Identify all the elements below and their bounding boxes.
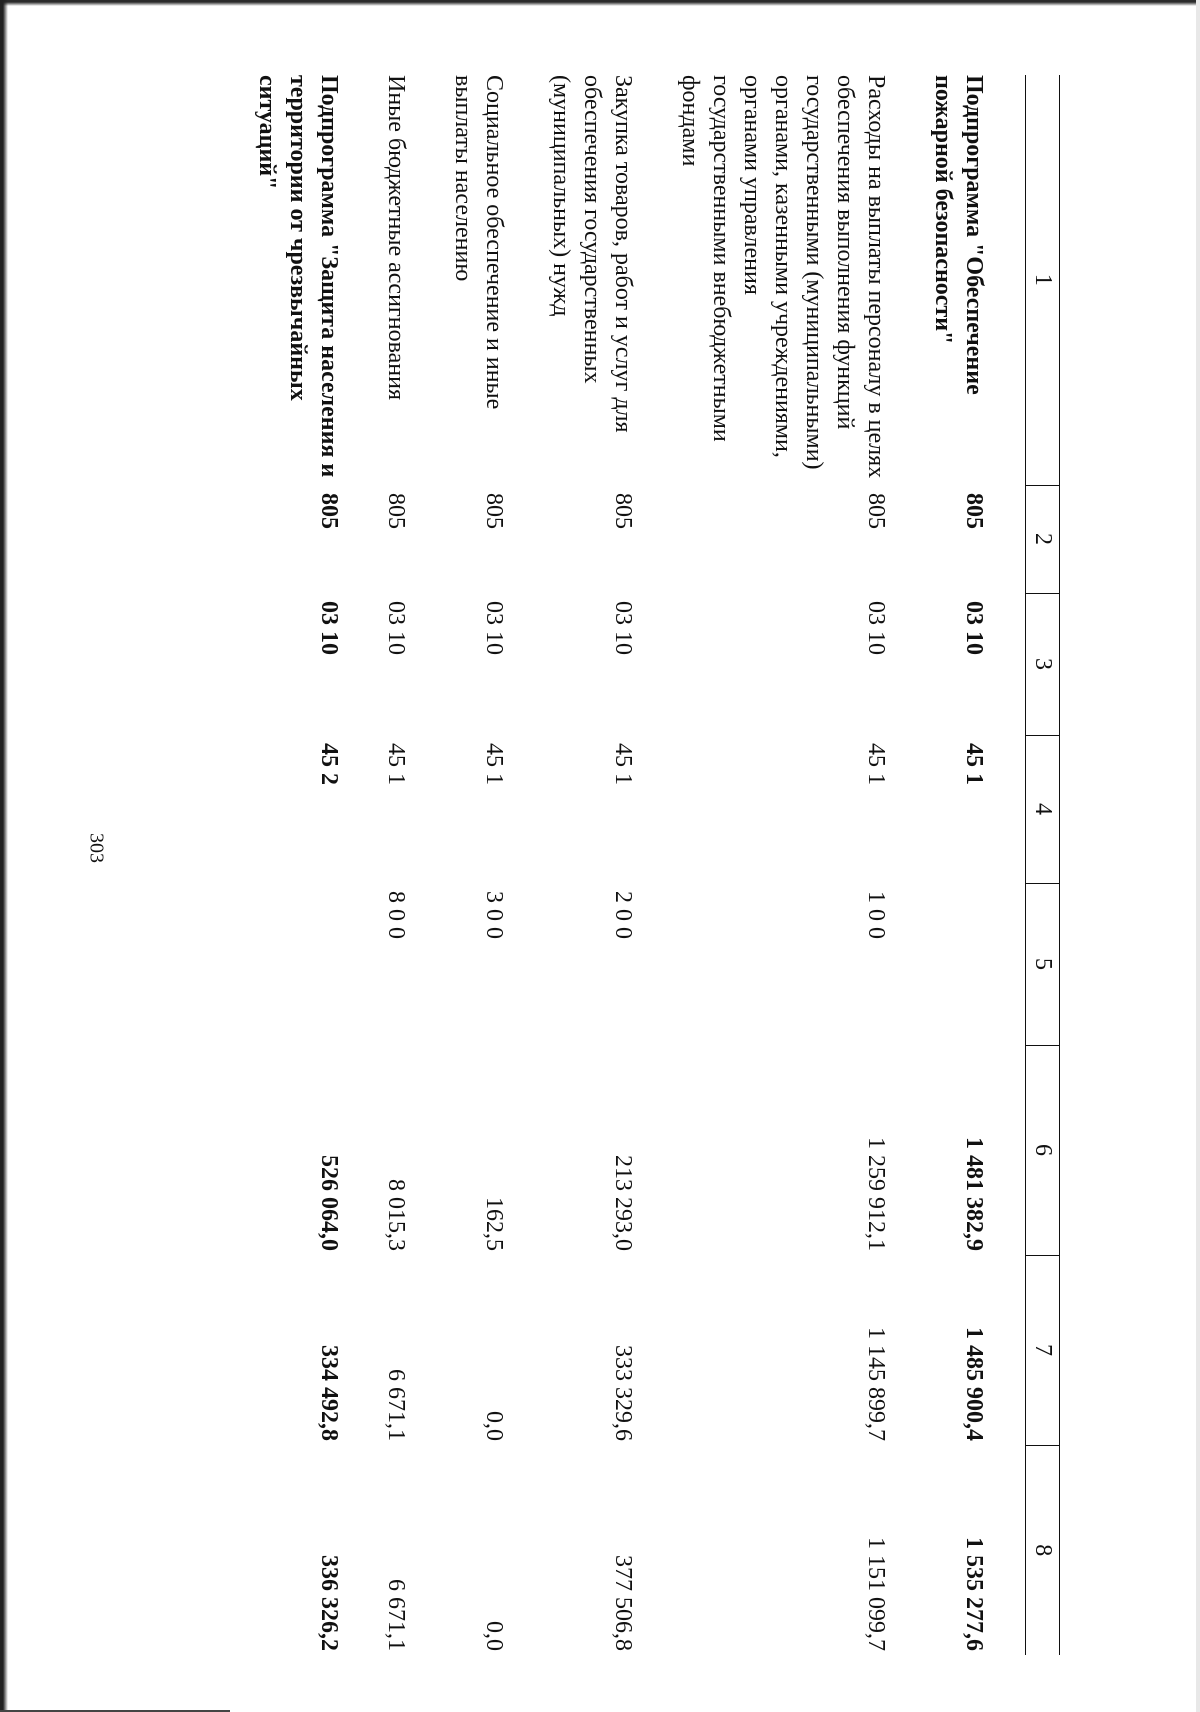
scan-edge-right: [1196, 0, 1200, 1712]
table-spacer: [989, 75, 1026, 1655]
header-col-8: 8: [1026, 1445, 1061, 1655]
row-section-code: 03 10: [383, 601, 409, 655]
scan-edge-left: [0, 0, 8, 1712]
row-expense-type-code: [251, 883, 344, 1045]
row-section-code: 03 10: [481, 601, 507, 655]
row-ministry-code: 805: [610, 493, 636, 529]
row-name: Подпрограмма "Обеспечение пожарной безопасности": [930, 75, 987, 395]
row-ministry-code: 805: [863, 493, 889, 529]
row-amount-col6: 213 293,0: [610, 1155, 636, 1251]
table-row: [509, 75, 638, 1655]
row-name: Иные бюджетные ассигнования: [383, 75, 409, 400]
row-amount-col7: 333 329,6: [610, 1345, 636, 1441]
row-target-code: 45 1: [383, 743, 409, 785]
header-col-1: 1: [1026, 75, 1061, 485]
row-name: Расходы на выплаты персоналу в целях обеспечения выполнения функций государственными (муниципальными) органами, казенными учреждениями, органами управления государственными внебюджетными фондами: [677, 75, 889, 479]
header-col-4: 4: [1026, 735, 1061, 883]
page-number: 303: [85, 833, 108, 863]
header-col-6: 6: [1026, 1045, 1061, 1255]
row-amount-col7: 334 492,8: [316, 1345, 342, 1441]
row-ministry-code: 805: [316, 493, 342, 529]
row-target-code: 45 1: [481, 743, 507, 785]
row-ministry-code: 805: [961, 493, 987, 529]
row-target-code: 45 1: [610, 743, 636, 785]
row-amount-col6: 1 259 912,1: [863, 1137, 889, 1251]
row-target-code: 45 1: [961, 743, 987, 785]
row-section-code: 03 10: [961, 601, 987, 655]
row-expense-type-code: 2 0 0: [610, 891, 636, 939]
header-col-7: 7: [1026, 1255, 1061, 1445]
row-target-code: 45 2: [316, 743, 342, 785]
table-row: [251, 75, 344, 1655]
row-amount-col8: 336 326,2: [316, 1555, 342, 1651]
row-section-code: 03 10: [863, 601, 889, 655]
row-amount-col7: 0,0: [481, 1411, 507, 1441]
row-amount-col6: 526 064,0: [316, 1155, 342, 1251]
row-ministry-code: 805: [481, 493, 507, 529]
row-amount-col6: 1 481 382,9: [961, 1137, 987, 1251]
row-expense-type-code: [891, 883, 989, 1045]
row-name: Закупка товаров, работ и услуг для обеспечения государственных (муниципальных) нужд: [548, 75, 636, 433]
table-header: [1026, 75, 1061, 1655]
row-expense-type-code: 8 0 0: [383, 891, 409, 939]
header-row: [1026, 75, 1061, 1655]
budget-table: [251, 75, 1060, 1655]
table-row: [638, 75, 891, 1655]
row-section-code: 03 10: [610, 601, 636, 655]
row-amount-col6: 162,5: [481, 1197, 507, 1251]
header-col-2: 2: [1026, 485, 1061, 593]
row-section-code: 03 10: [316, 601, 342, 655]
table-row: [411, 75, 509, 1655]
row-expense-type-code: 3 0 0: [481, 891, 507, 939]
header-col-3: 3: [1026, 593, 1061, 735]
row-amount-col8: 0,0: [481, 1621, 507, 1651]
row-amount-col7: 6 671,1: [383, 1369, 409, 1441]
budget-table-container: [140, 75, 1060, 1655]
table-top-rule: [1059, 75, 1060, 1655]
row-name: Социальное обеспечение и иные выплаты населению: [450, 75, 507, 410]
row-expense-type-code: 1 0 0: [863, 891, 889, 939]
table-row: [891, 75, 989, 1655]
header-col-5: 5: [1026, 883, 1061, 1045]
row-ministry-code: 805: [383, 493, 409, 529]
spacer-cell: [989, 75, 1026, 1655]
row-amount-col8: 377 506,8: [610, 1555, 636, 1651]
table-row: [344, 75, 411, 1655]
row-name: Подпрограмма "Защита населения и территории от чрезвычайных ситуаций": [254, 75, 342, 478]
row-amount-col8: 1 151 099,7: [863, 1537, 889, 1651]
table-body: [251, 75, 1026, 1655]
row-amount-col6: 8 015,3: [383, 1179, 409, 1251]
row-amount-col8: 6 671,1: [383, 1579, 409, 1651]
row-amount-col7: 1 485 900,4: [961, 1327, 987, 1441]
row-amount-col7: 1 145 899,7: [863, 1327, 889, 1441]
row-target-code: 45 1: [863, 743, 889, 785]
row-amount-col8: 1 535 277,6: [961, 1537, 987, 1651]
scan-edge-top: [0, 0, 1200, 6]
